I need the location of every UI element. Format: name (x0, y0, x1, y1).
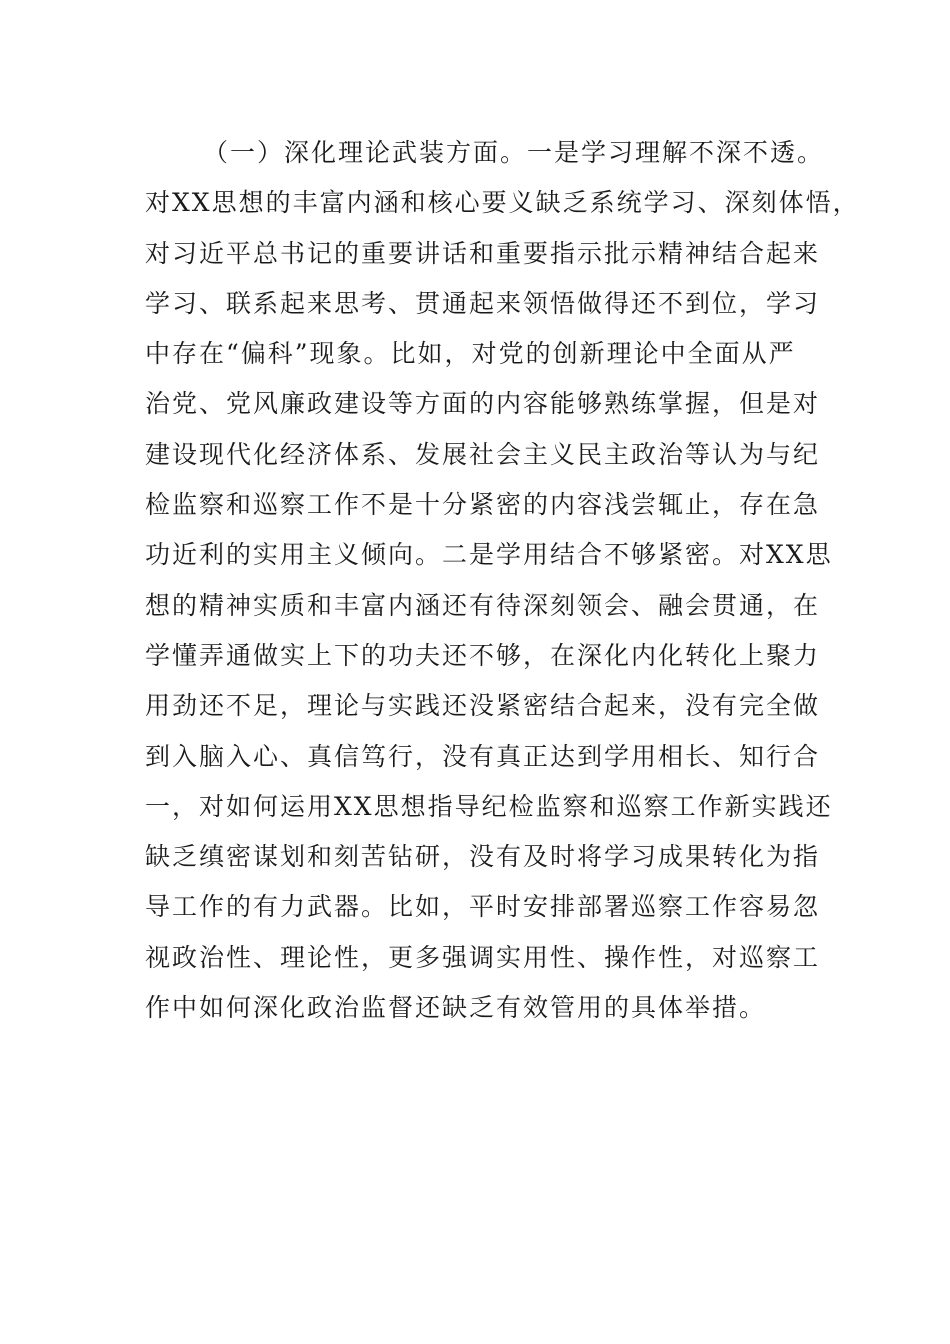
paragraph-line: 学习、联系起来思考、贯通起来领悟做得还不到位，学习 (145, 288, 821, 318)
paragraph-line: 视政治性、理论性，更多强调实用性、操作性，对巡察工 (145, 942, 821, 972)
paragraph-line: 中存在“偏科”现象。比如，对党的创新理论中全面从严 (145, 339, 796, 369)
paragraph-line: 导工作的有力武器。比如，平时安排部署巡察工作容易忽 (145, 892, 821, 922)
paragraph-line: 用劲还不足，理论与实践还没紧密结合起来，没有完全做 (145, 691, 821, 721)
paragraph-line: 功近利的实用主义倾向。二是学用结合不够紧密。对XX思 (145, 540, 833, 570)
paragraph-line: 对XX思想的丰富内涵和核心要义缺乏系统学习、深刻体悟， (145, 188, 860, 218)
paragraph-line: 一，对如何运用XX思想指导纪检监察和巡察工作新实践还 (145, 791, 833, 821)
paragraph-line: 建设现代化经济体系、发展社会主义民主政治等认为与纪 (145, 439, 821, 469)
paragraph-line: 作中如何深化政治监督还缺乏有效管用的具体举措。 (145, 993, 767, 1023)
paragraph-line: （一）深化理论武装方面。一是学习理解不深不透。 (203, 138, 825, 167)
paragraph-line: 想的精神实质和丰富内涵还有待深刻领会、融会贯通，在 (145, 590, 821, 620)
paragraph-line: 学懂弄通做实上下的功夫还不够，在深化内化转化上聚力 (145, 640, 821, 670)
body-paragraph (145, 128, 860, 1033)
paragraph-line: 对习近平总书记的重要讲话和重要指示批示精神结合起来 (145, 238, 821, 268)
paragraph-line: 到入脑入心、真信笃行，没有真正达到学用相长、知行合 (145, 741, 821, 771)
paragraph-line: 治党、党风廉政建设等方面的内容能够熟练掌握，但是对 (145, 389, 821, 419)
paragraph-line: 缺乏缜密谋划和刻苦钻研，没有及时将学习成果转化为指 (145, 842, 821, 872)
paragraph-line: 检监察和巡察工作不是十分紧密的内容浅尝辄止，存在急 (145, 490, 821, 520)
